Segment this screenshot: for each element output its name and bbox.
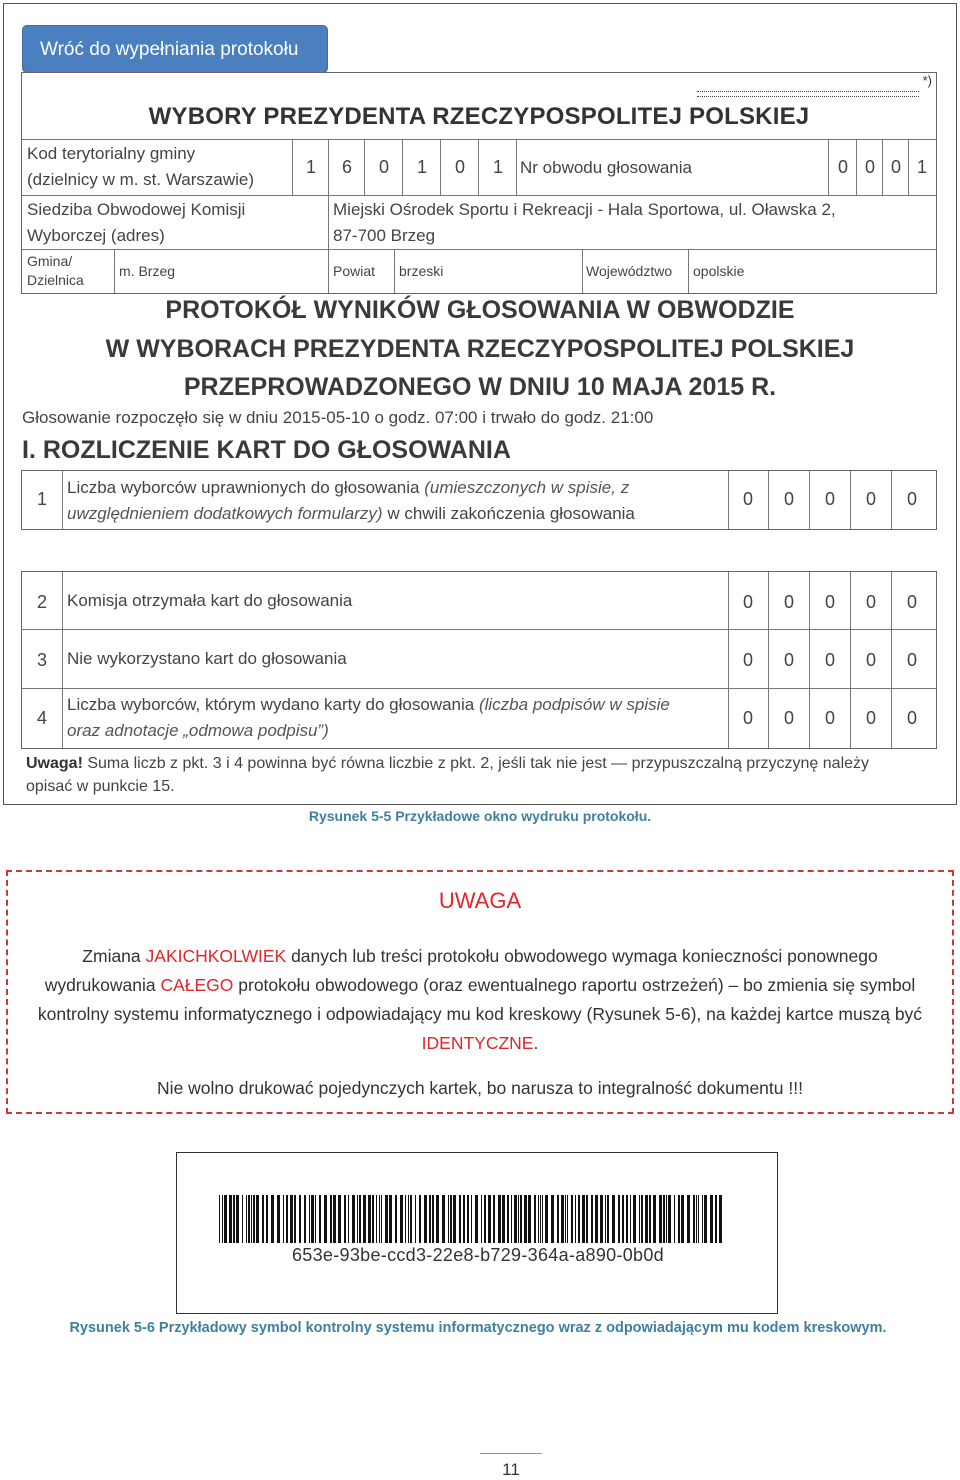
ballot-table-1 [21,470,937,530]
digit-cell: 0 [742,708,753,728]
digit-cell: 0 [742,592,753,612]
digit-cell: 0 [865,708,876,728]
powiat-value: brzeski [399,263,444,279]
gmina-label: Gmina/ [27,253,73,269]
row-label: Liczba wyborców, którym wydano karty do głosowania (liczba podpisów w spisie [67,695,670,714]
digit-cell: 0 [824,592,835,612]
siedziba-value-2: 87-700 Brzeg [333,226,436,245]
teryt-digit: 6 [341,157,352,177]
digit-cell: 0 [783,650,794,670]
teryt-digit: 1 [305,157,316,177]
row-label-2: uwzględnieniem dodatkowych formularzy) w chwili zakończenia głosowania [67,504,635,523]
footnote-mark: *) [922,73,932,88]
voting-start-info: Głosowanie rozpoczęło się w dniu 2015-05-10 o godz. 07:00 i trwało do godz. 21:00 [22,408,654,427]
back-to-protocol-button[interactable]: Wróć do wypełniania protokołu [22,25,328,73]
digit-cell: 0 [865,592,876,612]
warning-title: UWAGA [438,888,522,913]
warning-text: Zmiana JAKICHKOLWIEK danych lub treści protokołu obwodowego wymaga konieczności ponownego wydrukowania CAŁEGO protokołu obwodowego (oraz ewentualnego raportu ostrzeżeń) – bo zmienia się symbol kontrolny systemu informatycznego i odpowiadający mu kod kreskowy (Rysunek 5-6), na każdej kartce muszą być IDENTYCZNE. [37,946,923,1053]
page-number-rule [480,1453,542,1454]
row-number: 2 [36,592,47,612]
digit-cell: 0 [865,650,876,670]
powiat-label: Powiat [333,263,376,279]
gmina-label-2: Dzielnica [27,272,84,288]
digit-cell: 0 [742,650,753,670]
row-number: 1 [36,489,47,509]
protocol-title-line-3: PRZEPROWADZONEGO W DNIU 10 MAJA 2015 R. [183,373,777,401]
digit-cell: 0 [783,708,794,728]
teryt-digit: 0 [454,157,465,177]
teryt-digit: 1 [492,157,503,177]
teryt-label: Kod terytorialny gminy [27,144,196,163]
barcode-image [219,1195,723,1243]
page-number: 11 [502,1460,520,1479]
row-label: Liczba wyborców uprawnionych do głosowania (umieszczonych w spisie, z [67,478,630,497]
signature-line-2 [697,95,919,97]
digit-cell: 0 [824,708,835,728]
obwod-digit: 0 [890,157,901,177]
digit-cell: 0 [824,650,835,670]
wojewodztwo-label: Województwo [586,263,673,279]
siedziba-value: Miejski Ośrodek Sportu i Rekreacji - Hala Sportowa, ul. Oławska 2, [333,200,836,219]
digit-cell: 0 [906,592,917,612]
obwod-digit: 0 [864,157,875,177]
row-label: Nie wykorzystano kart do głosowania [67,649,347,668]
row-number: 4 [36,708,47,728]
digit-cell: 0 [865,489,876,509]
siedziba-label-2: Wyborczej (adres) [27,226,165,245]
ballot-table-2 [21,571,937,749]
form-title: WYBORY PREZYDENTA RZECZYPOSPOLITEJ POLSKIEJ [148,103,810,130]
siedziba-label: Siedziba Obwodowej Komisji [27,200,246,219]
obwod-digit: 0 [837,157,848,177]
section-title: I. ROZLICZENIE KART DO GŁOSOWANIA [22,436,511,464]
digit-cell: 0 [906,489,917,509]
obwod-digit: 1 [916,157,927,177]
row-number: 3 [36,650,47,670]
protocol-title-line-1: PROTOKÓŁ WYNIKÓW GŁOSOWANIA W OBWODZIE [165,296,795,324]
protocol-title-line-2: W WYBORACH PREZYDENTA RZECZYPOSPOLITEJ POLSKIEJ [105,335,855,363]
figure-caption-5-6: Rysunek 5-6 Przykładowy symbol kontrolny systemu informatycznego wraz z odpowiadającym mu kodem kreskowym. [69,1320,887,1336]
sum-warning-note: Uwaga! Suma liczb z pkt. 3 i 4 powinna być równa liczbie z pkt. 2, jeśli tak nie jest — przypuszczalną przyczynę należy opisać w punkcie 15. [26,755,870,795]
digit-cell: 0 [906,650,917,670]
warning-integrity-text: Nie wolno drukować pojedynczych kartek, bo narusza to integralność dokumentu !!! [157,1078,803,1098]
control-symbol-box [176,1152,778,1314]
protocol-header-form [21,72,937,294]
digit-cell: 0 [906,708,917,728]
digit-cell: 0 [742,489,753,509]
teryt-digit: 0 [378,157,389,177]
teryt-digit: 1 [416,157,427,177]
gmina-value: m. Brzeg [119,263,176,279]
digit-cell: 0 [824,489,835,509]
wojewodztwo-value: opolskie [693,263,745,279]
digit-cell: 0 [783,592,794,612]
row-label-2: oraz adnotacje „odmowa podpisu”) [67,721,329,740]
obwod-label: Nr obwodu głosowania [520,158,692,177]
digit-cell: 0 [783,489,794,509]
teryt-label-2: (dzielnicy w m. st. Warszawie) [27,170,255,189]
signature-line [697,81,919,92]
warning-box [6,870,954,1114]
figure-caption-5-5: Rysunek 5-5 Przykładowe okno wydruku protokołu. [308,808,652,824]
control-symbol-text: 653e-93be-ccd3-22e8-b729-364a-a890-0b0d [292,1245,664,1265]
row-label: Komisja otrzymała kart do głosowania [67,591,353,610]
protocol-print-screenshot [3,3,957,805]
